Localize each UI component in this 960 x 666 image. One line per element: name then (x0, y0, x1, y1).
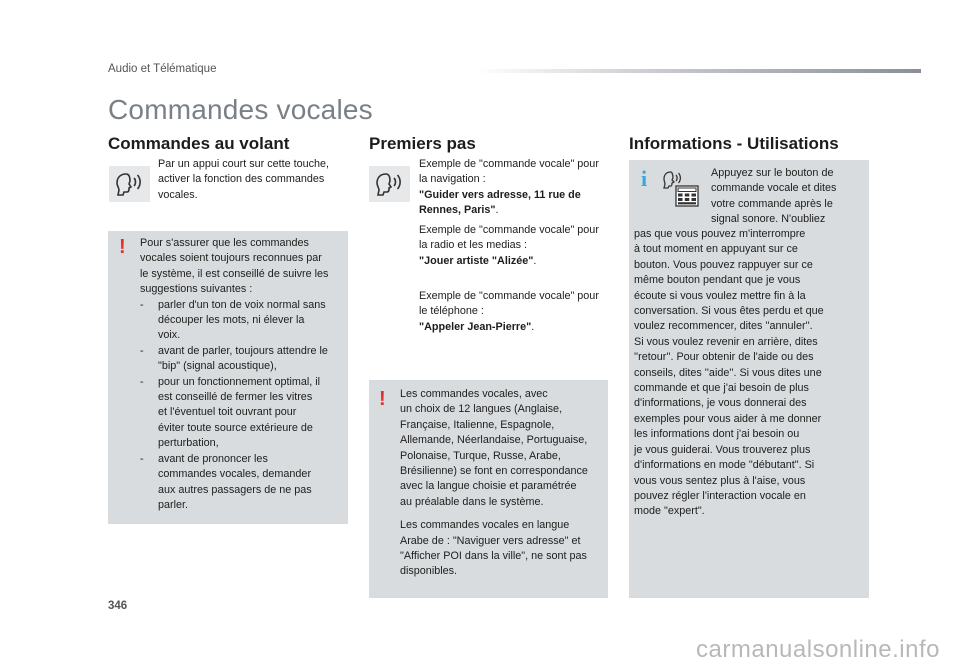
heading-premiers-pas: Premiers pas (369, 134, 476, 153)
voice-command-keypad-icon (661, 169, 701, 209)
suggestions-list (140, 298, 346, 514)
right-top-text: Appuyez sur le bouton de commande vocale et dites votre commande après le signal sonore. N'oubliez (711, 167, 837, 226)
example-navigation: Exemple de "commande vocale" pour la navigation : "Guider vers adresse, 11 rue de Rennes, Paris". (419, 158, 599, 217)
voice-keypad-icon-box (660, 168, 702, 210)
list-item: - avant de prononcer les commandes vocales, demander aux autres passagers de ne pas parler. (140, 452, 312, 511)
heading-informations-utilisations: Informations - Utilisations (629, 134, 839, 153)
list-item: - pour un fonctionnement optimal, il est conseillé de fermer les vitres et l'éventuel toit ouvrant pour éviter toute source extérieure de perturbation, (140, 375, 321, 450)
info-icon: i (641, 166, 648, 191)
voice-command-icon (113, 169, 147, 199)
middle-note-text: Les commandes vocales, avec un choix de 12 langues (Anglaise, Française, Italienne, Espagnole, Allemande, Néerlandaise, Portuguaise, Polonaise, Turque, Russe, Arabe, Brésilienne) se font en correspondance avec la langue choisie et paramétrée au préalable dans le système. Les commandes vocales en langue Arabe de : "Naviguer vers adresse" et "Afficher POI dans la ville", ne sont pas disponibles. (400, 388, 588, 578)
voice-command-icon (373, 169, 407, 199)
section-label: Audio et Télématique (108, 63, 217, 75)
left-note-text: Pour s'assurer que les commandes vocales soient toujours reconnues par le système, il est conseillé de suivre les suggestions suivantes : - parler d'un ton de voix normal sans découper les mots, ni élever la voix. - avant de parler, toujours attendre le "bip" (signal acoustique), - pour un fonctionnement optimal, il est conseillé de fermer les vitres et l'éventuel toit ouvrant pour éviter toute source extérieure de perturbation, - avant de prononcer les commandes vocales, demander aux autres passagers de ne pas parler. (140, 236, 346, 513)
warning-icon: ! (379, 388, 386, 410)
voice-button-icon-box (109, 166, 150, 202)
list-item: - parler d'un ton de voix normal sans découper les mots, ni élever la voix. (140, 298, 326, 342)
heading-commandes-au-volant: Commandes au volant (108, 134, 290, 153)
watermark: carmanualsonline.info (696, 636, 940, 663)
page-number: 346 (108, 600, 128, 612)
right-body-text: pas que vous pouvez m'interrompre à tout moment en appuyant sur ce bouton. Vous pouvez rappuyer sur ce même bouton pendant que je vous écoute si vous voulez mettre fin à la conversation. Si vous êtes perdu et que voulez recommencer, dites ''annuler''. Si vous voulez revenir en arrière, dites ''retour''. Pour obtenir de l'aide ou des conseils, dites ''aide''. Si vous dites une commande et que j'ai besoin de plus d'informations, je vous donnerai des exemples pour vous aider à me donner les informations dont j'ai besoin ou je vous guiderai. Vous trouverez plus d'informations en mode "débutant". Si vous vous sentez plus à l'aise, vous pouvez régler l'interaction vocale en mode "expert". (634, 228, 824, 518)
header-divider (475, 69, 921, 73)
example-radio: Exemple de "commande vocale" pour la radio et les medias : "Jouer artiste "Alizée". (419, 224, 599, 267)
list-item: - avant de parler, toujours attendre le "bip" (signal acoustique), (140, 344, 328, 373)
example-telephone: Exemple de "commande vocale" pour le téléphone : "Appeler Jean-Pierre". (419, 290, 599, 333)
left-intro-text: Par un appui court sur cette touche, activer la fonction des commandes vocales. (158, 158, 330, 201)
page-title: Commandes vocales (108, 94, 373, 125)
warning-icon: ! (119, 236, 126, 258)
voice-button-icon-box-2 (369, 166, 410, 202)
